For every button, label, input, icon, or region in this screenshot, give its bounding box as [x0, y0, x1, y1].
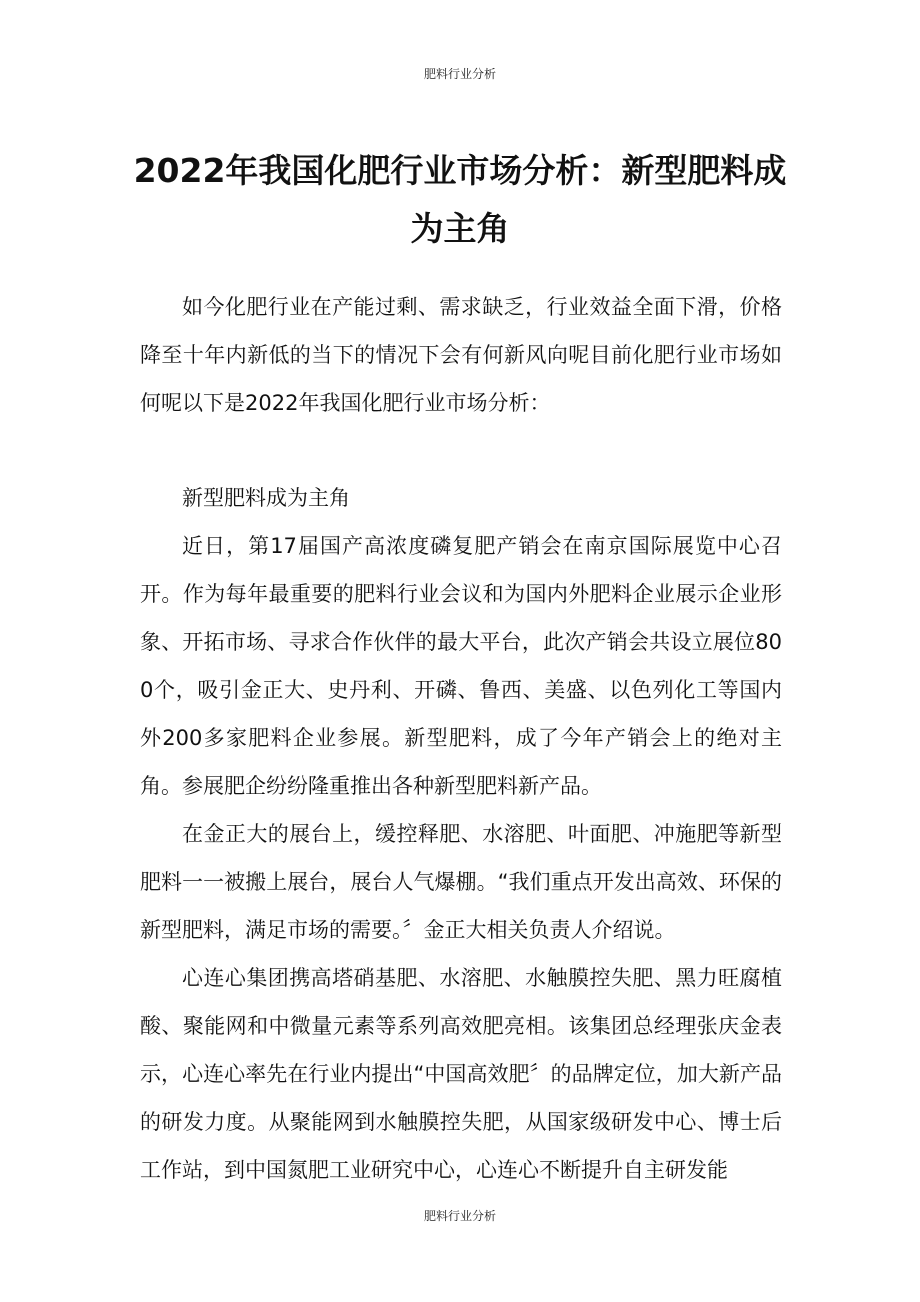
- document-title: 2022年我国化肥行业市场分析：新型肥料成为主角: [133, 151, 787, 248]
- subheading-block: [140, 474, 782, 522]
- running-header: 肥料行业分析: [423, 67, 496, 81]
- body-paragraph: 近日，第17届国产高浓度磷复肥产销会在南京国际展览中心召开。作为每年最重要的肥料行业会议和为国内外肥料企业展示企业形象、开拓市场、寻求合作伙伴的最大平台，此次产销会共设立展位800个，吸引金正大、史丹利、开磷、鲁西、美盛、以色列化工等国内外200多家肥料企业参展。新型肥料，成了今年产销会上的绝对主角。参展肥企纷纷隆重推出各种新型肥料新产品。: [140, 534, 782, 798]
- body-paragraph: 在金正大的展台上，缓控释肥、水溶肥、叶面肥、冲施肥等新型肥料一一被搬上展台，展台人气爆棚。“我们重点开发出高效、环保的新型肥料，满足市场的需要。〞金正大相关负责人介绍说。: [140, 822, 782, 942]
- running-footer: 肥料行业分析: [423, 1209, 496, 1223]
- intro-paragraph: 如今化肥行业在产能过剩、需求缺乏，行业效益全面下滑，价格降至十年内新低的当下的情况下会有何新风向呢目前化肥行业市场如何呢以下是2022年我国化肥行业市场分析：: [140, 295, 782, 415]
- paragraph-block: [140, 810, 782, 954]
- intro-paragraph-block: [140, 283, 782, 427]
- paragraph-block: [140, 954, 782, 1194]
- section-subheading: 新型肥料成为主角: [182, 486, 350, 510]
- paragraph-block: [140, 522, 782, 810]
- body-paragraph: 心连心集团携高塔硝基肥、水溶肥、水触膜控失肥、黑力旺腐植酸、聚能网和中微量元素等系列高效肥亮相。该集团总经理张庆金表示，心连心率先在行业内提出“中国高效肥〞的品牌定位，加大新产品的研发力度。从聚能网到水触膜控失肥，从国家级研发中心、博士后工作站，到中国氮肥工业研究中心，心连心不断提升自主研发能: [140, 966, 782, 1182]
